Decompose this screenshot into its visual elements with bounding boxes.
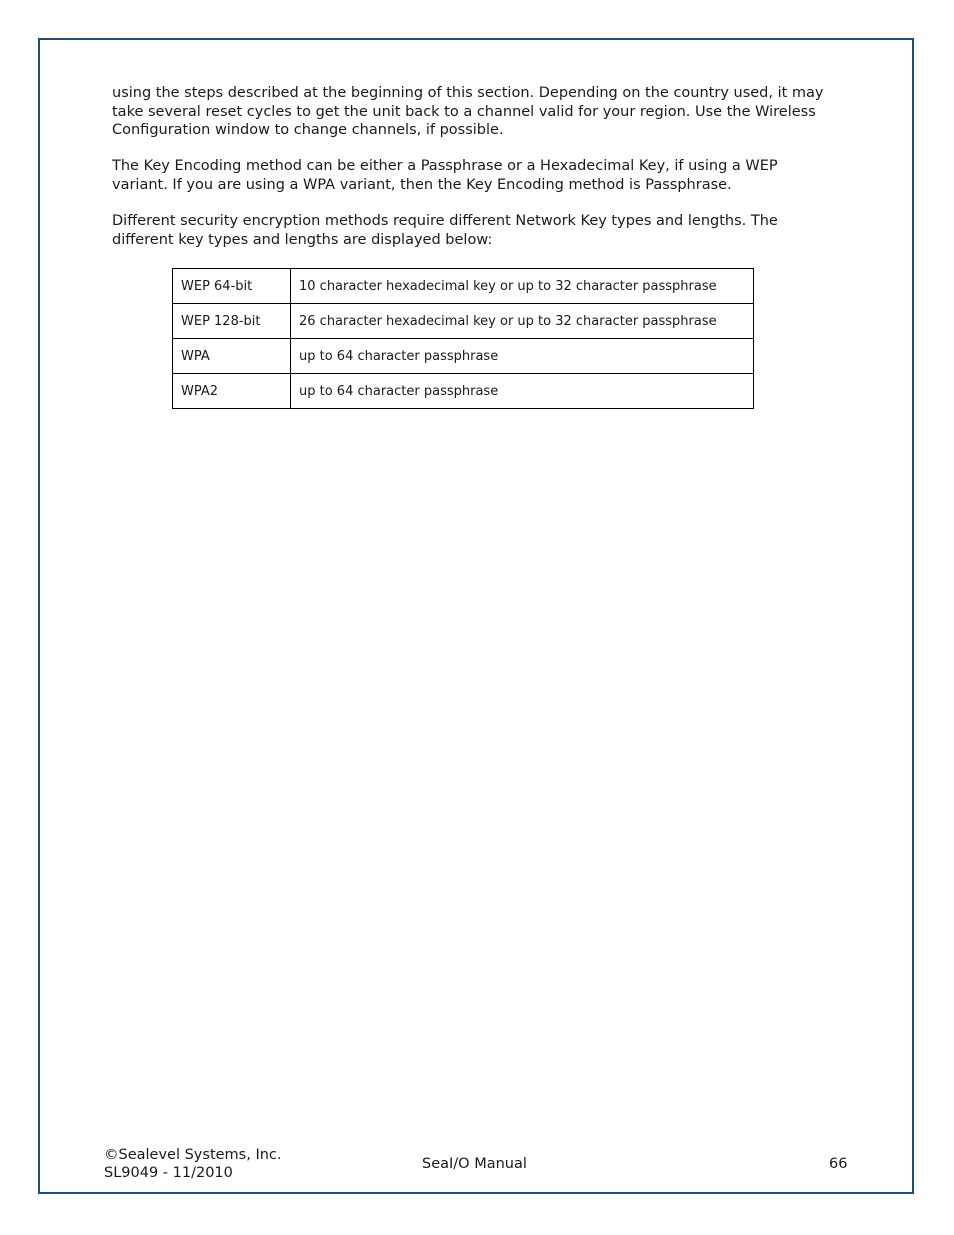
body-paragraph-channel-reset: using the steps described at the beginning of this section. Depending on the country used, it may take several reset cycles to get the unit back to a channel valid for your region. Use the Wireless Configuration window to change channels, if possible. [112, 85, 824, 138]
table-row [173, 374, 754, 409]
key-type-cell: WEP 128-bit [173, 304, 291, 339]
network-key-types-table [172, 268, 754, 409]
body-paragraph-key-encoding: The Key Encoding method can be either a Passphrase or a Hexadecimal Key, if using a WEP variant. If you are using a WPA variant, then the Key Encoding method is Passphrase. [112, 158, 778, 193]
body-paragraph-key-types-intro: Different security encryption methods require different Network Key types and lengths. The different key types and lengths are displayed below: [112, 213, 778, 248]
key-description-cell: up to 64 character passphrase [291, 374, 754, 409]
key-type-cell: WPA [173, 339, 291, 374]
table-row [173, 339, 754, 374]
key-type-cell: WPA2 [173, 374, 291, 409]
table-row [173, 269, 754, 304]
key-description-cell: 26 character hexadecimal key or up to 32 character passphrase [291, 304, 754, 339]
footer-page-number: 66 [829, 1156, 848, 1172]
key-description-cell: 10 character hexadecimal key or up to 32 character passphrase [291, 269, 754, 304]
table-row [173, 304, 754, 339]
footer-company-info [104, 1146, 282, 1182]
footer-manual-title: SeaI/O Manual [422, 1156, 527, 1172]
footer-copyright: ©Sealevel Systems, Inc. [104, 1147, 282, 1163]
key-description-cell: up to 64 character passphrase [291, 339, 754, 374]
key-type-cell: WEP 64-bit [173, 269, 291, 304]
footer-doc-number: SL9049 - 11/2010 [104, 1165, 233, 1181]
